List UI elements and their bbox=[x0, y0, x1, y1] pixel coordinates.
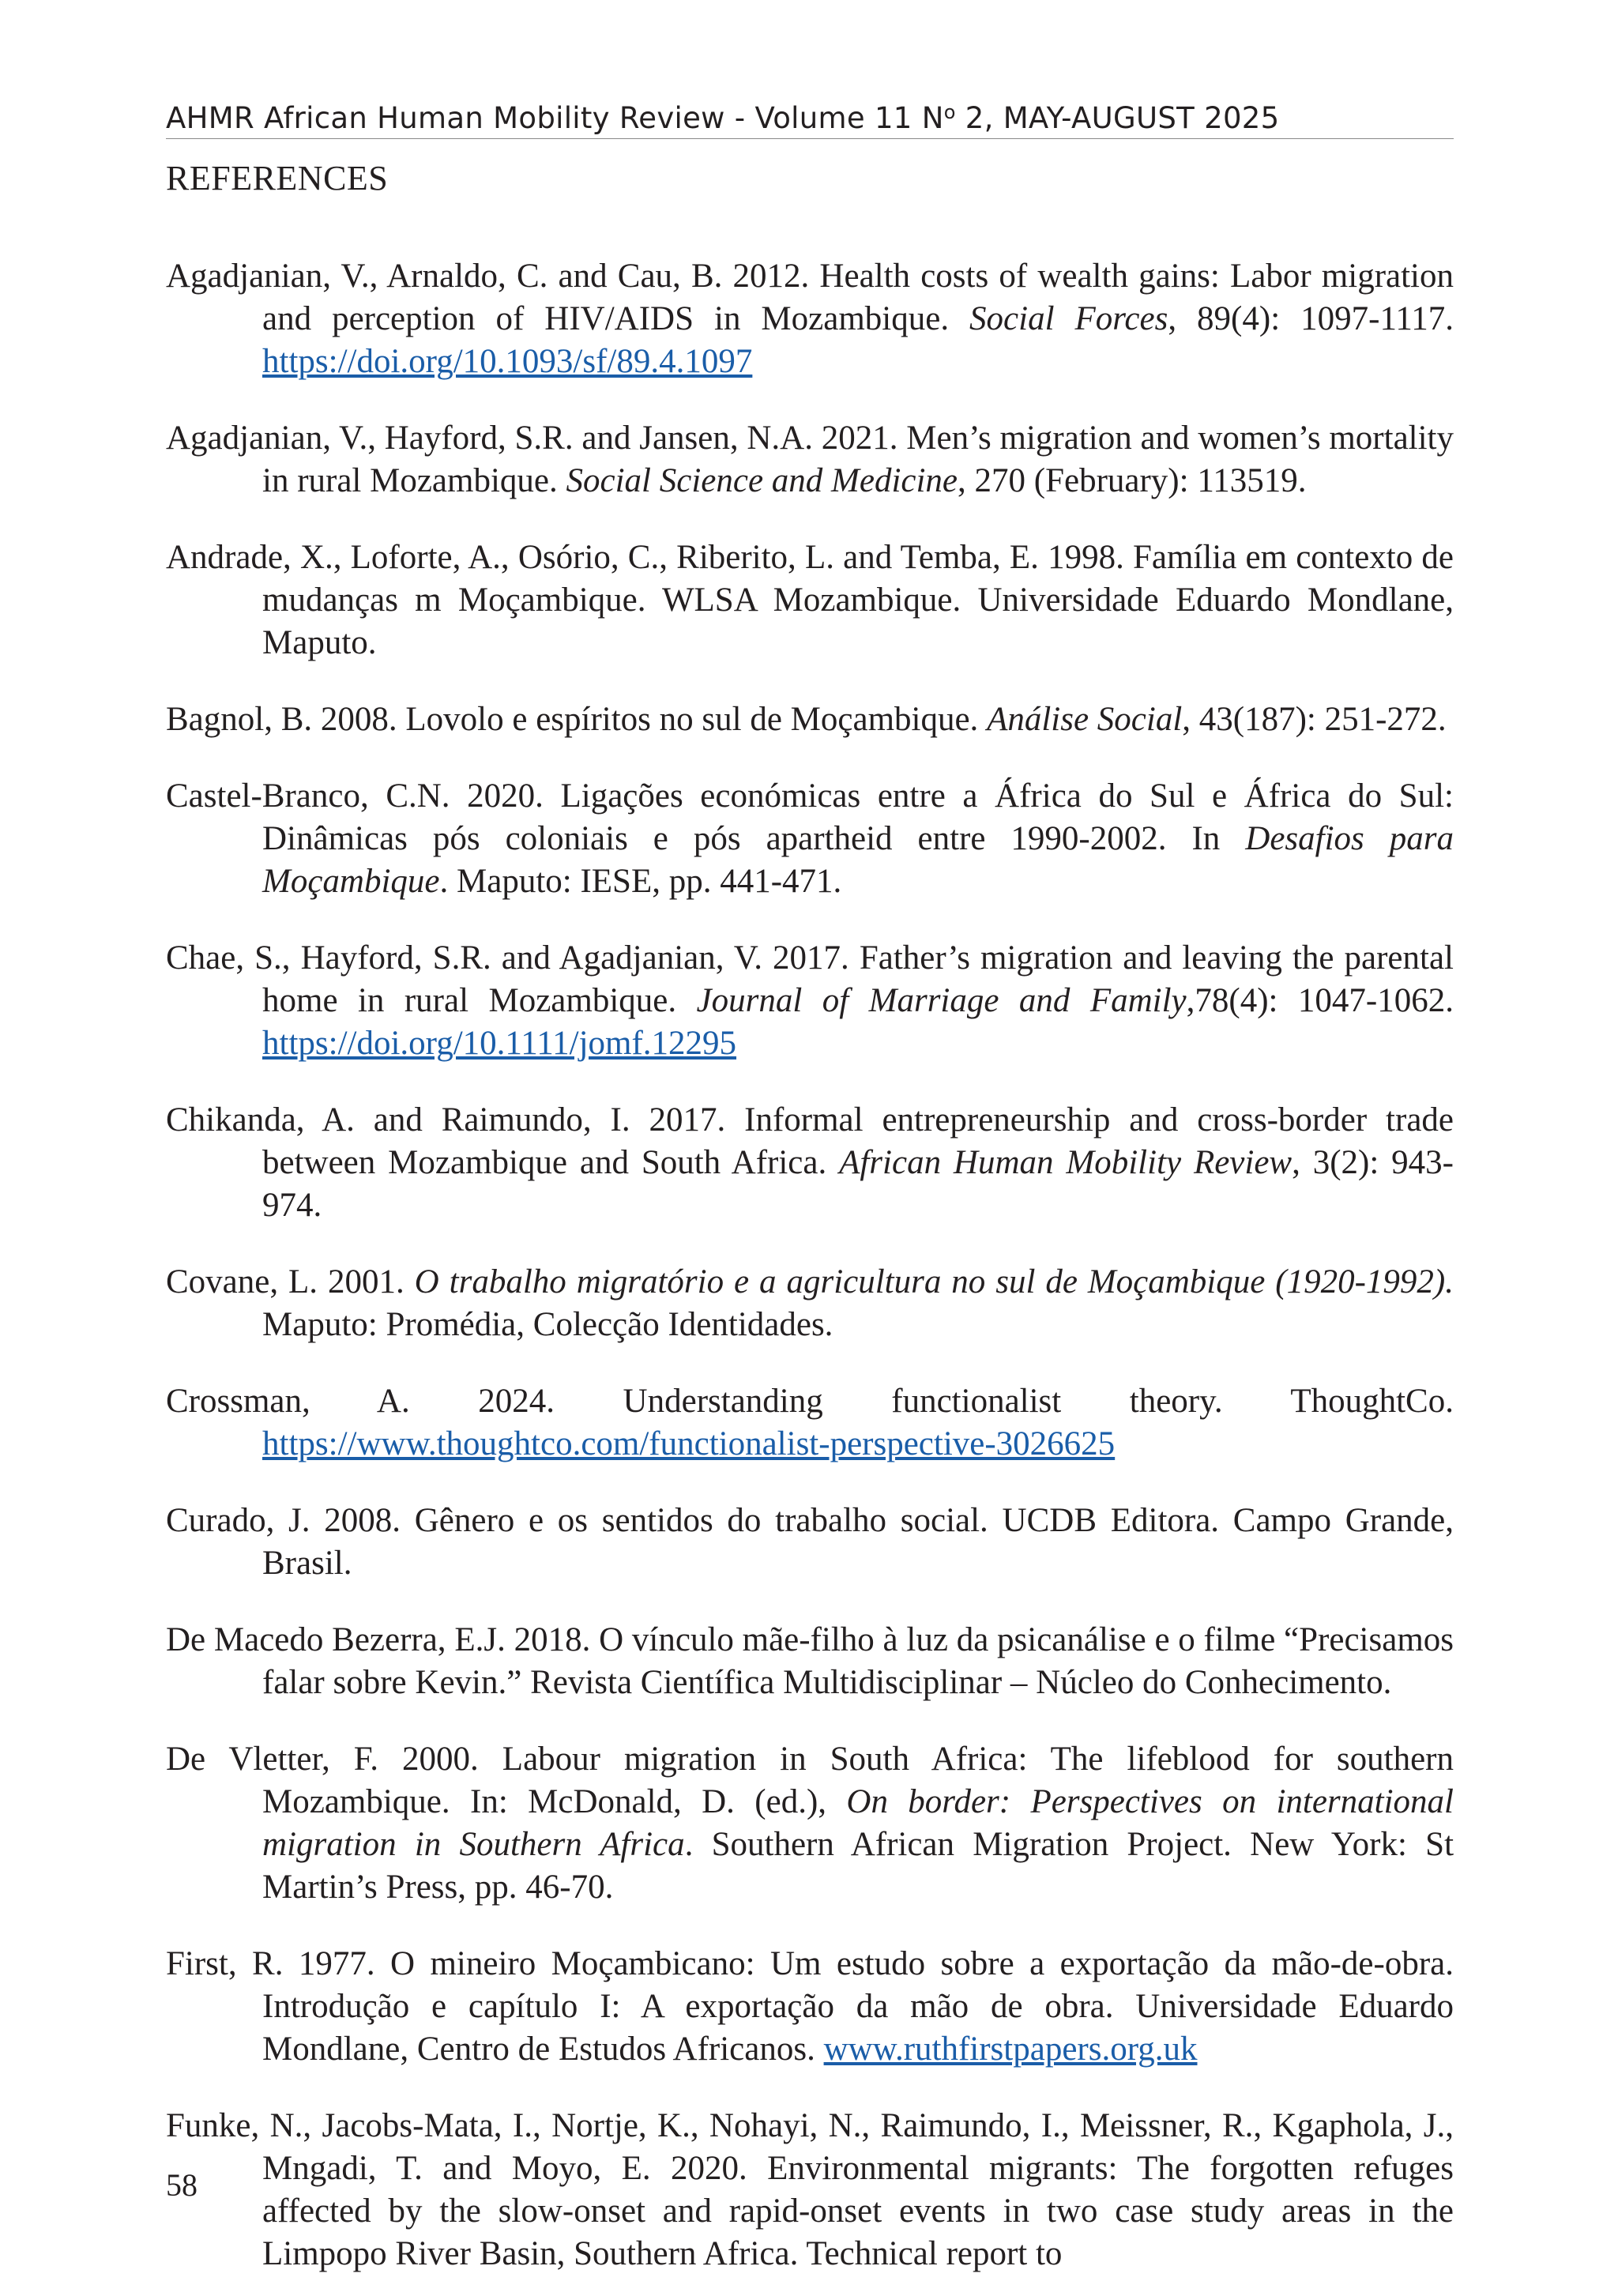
section-title: REFERENCES bbox=[166, 159, 389, 198]
ref-text: Funke, N., Jacobs-Mata, I., Nortje, K., Nohayi, N., Raimundo, I., Meissner, R., Kgaphola, J., Mngadi, T. and Moyo, E. 2020. Environmental migrants: The forgotten refuges affected by the slow-onset and rapid-onset events in two case study areas in the Limpopo River Basin, Southern Africa. Technical report to bbox=[166, 2107, 1454, 2272]
reference-entry bbox=[166, 536, 1454, 664]
reference-entry bbox=[166, 1099, 1454, 1227]
ref-text: Crossman, A. 2024. Understanding functionalist theory. ThoughtCo. bbox=[166, 1383, 1454, 1420]
ref-text: . Maputo: IESE, pp. 441-471. bbox=[439, 863, 842, 900]
reference-entry bbox=[166, 2105, 1454, 2275]
ref-title-italic: Social Forces bbox=[969, 300, 1168, 337]
reference-entry bbox=[166, 775, 1454, 903]
running-header bbox=[166, 101, 1454, 139]
page-number: 58 bbox=[166, 2167, 198, 2203]
ref-title-italic: African Human Mobility Review bbox=[839, 1144, 1293, 1181]
reference-list bbox=[166, 221, 1454, 2284]
reference-entry bbox=[166, 937, 1454, 1065]
ref-text: , 43(187): 251-272. bbox=[1182, 701, 1447, 738]
reference-entry bbox=[166, 1738, 1454, 1909]
ref-title-italic: Social Science and Medicine bbox=[566, 462, 958, 499]
ref-text: Chikanda, A. and Raimundo, I. 2017. Informal entrepreneurship and cross-border trade between Mozambique and South Africa. bbox=[166, 1101, 1454, 1181]
ref-text: Agadjanian, V., Arnaldo, C. and Cau, B. 2012. Health costs of wealth gains: Labor migration and perception of HIV/AIDS in Mozambique. bbox=[166, 258, 1454, 337]
ref-text: Chae, S., Hayford, S.R. and Agadjanian, V. 2017. Father’s migration and leaving the parental home in rural Mozambique. bbox=[166, 939, 1454, 1019]
web-link[interactable]: www.ruthfirstpapers.org.uk bbox=[823, 2031, 1198, 2068]
ref-text: Agadjanian, V., Hayford, S.R. and Jansen, N.A. 2021. Men’s migration and women’s mortality in rural Mozambique. bbox=[166, 420, 1454, 499]
reference-entry bbox=[166, 417, 1454, 502]
ref-text: ,78(4): 1047-1062. bbox=[1186, 982, 1454, 1019]
ref-text: Andrade, X., Loforte, A., Osório, C., Riberito, L. and Temba, E. 1998. Família em contexto de mudanças m Moçambique. WLSA Mozambique. Universidade Eduardo Mondlane, Maputo. bbox=[166, 539, 1454, 661]
reference-entry bbox=[166, 698, 1454, 741]
ref-text: . Southern African Migration Project. New York: St Martin’s Press, pp. 46-70. bbox=[262, 1826, 1454, 1906]
reference-entry bbox=[166, 1261, 1454, 1346]
reference-entry bbox=[166, 1380, 1454, 1466]
doi-link[interactable]: https://doi.org/10.1093/sf/89.4.1097 bbox=[262, 343, 753, 380]
issue-superscript: o bbox=[943, 101, 956, 123]
reference-entry bbox=[166, 255, 1454, 383]
web-link[interactable]: https://www.thoughtco.com/functionalist-perspective-3026625 bbox=[262, 1425, 1116, 1462]
ref-text: , 89(4): 1097-1117. bbox=[1168, 300, 1454, 337]
ref-text: , 3(2): 943-974. bbox=[262, 1144, 1454, 1224]
ref-text: Covane, L. 2001. bbox=[166, 1263, 415, 1300]
ref-text: First, R. 1977. O mineiro Moçambicano: Um estudo sobre a exportação da mão-de-obra. Introdução e capítulo I: A exportação da mão de obra. Universidade Eduardo Mondlane, Centro de Estudos Africanos. bbox=[166, 1945, 1454, 2068]
ref-text: Castel-Branco, C.N. 2020. Ligações económicas entre a África do Sul e África do Sul: Dinâmicas pós coloniais e pós apartheid entre 1990-2002. In bbox=[166, 777, 1454, 857]
ref-title-italic: Desafios para Moçambique bbox=[262, 820, 1454, 900]
ref-text: De Macedo Bezerra, E.J. 2018. O vínculo mãe-filho à luz da psicanálise e o filme “Precisamos falar sobre Kevin.” Revista Científica Multidisciplinar – Núcleo do Conhecimento. bbox=[166, 1621, 1454, 1701]
ref-title-italic: Journal of Marriage and Family bbox=[696, 982, 1187, 1019]
doi-link[interactable]: https://doi.org/10.1111/jomf.12295 bbox=[262, 1025, 737, 1062]
ref-title-italic: Análise Social bbox=[987, 701, 1183, 738]
ref-title-italic: O trabalho migratório e a agricultura no sul de Moçambique (1920-1992). bbox=[414, 1263, 1454, 1300]
reference-entry bbox=[166, 1943, 1454, 2071]
ref-text: Maputo: Promédia, Colecção Identidades. bbox=[262, 1306, 833, 1343]
ref-text: Curado, J. 2008. Gênero e os sentidos do trabalho social. UCDB Editora. Campo Grande, Brasil. bbox=[166, 1502, 1454, 1582]
journal-title: AHMR African Human Mobility Review - Volume 11 N bbox=[166, 101, 944, 135]
reference-entry bbox=[166, 1619, 1454, 1704]
ref-text: , 270 (February): 113519. bbox=[958, 462, 1307, 499]
issue-details: 2, MAY-AUGUST 2025 bbox=[955, 101, 1280, 135]
ref-title-italic: On border: Perspectives on international migration in Southern Africa bbox=[262, 1783, 1454, 1863]
ref-text: De Vletter, F. 2000. Labour migration in South Africa: The lifeblood for southern Mozambique. In: McDonald, D. (ed.), bbox=[166, 1741, 1454, 1820]
reference-entry bbox=[166, 1500, 1454, 1585]
ref-text: Bagnol, B. 2008. Lovolo e espíritos no sul de Moçambique. bbox=[166, 701, 988, 738]
